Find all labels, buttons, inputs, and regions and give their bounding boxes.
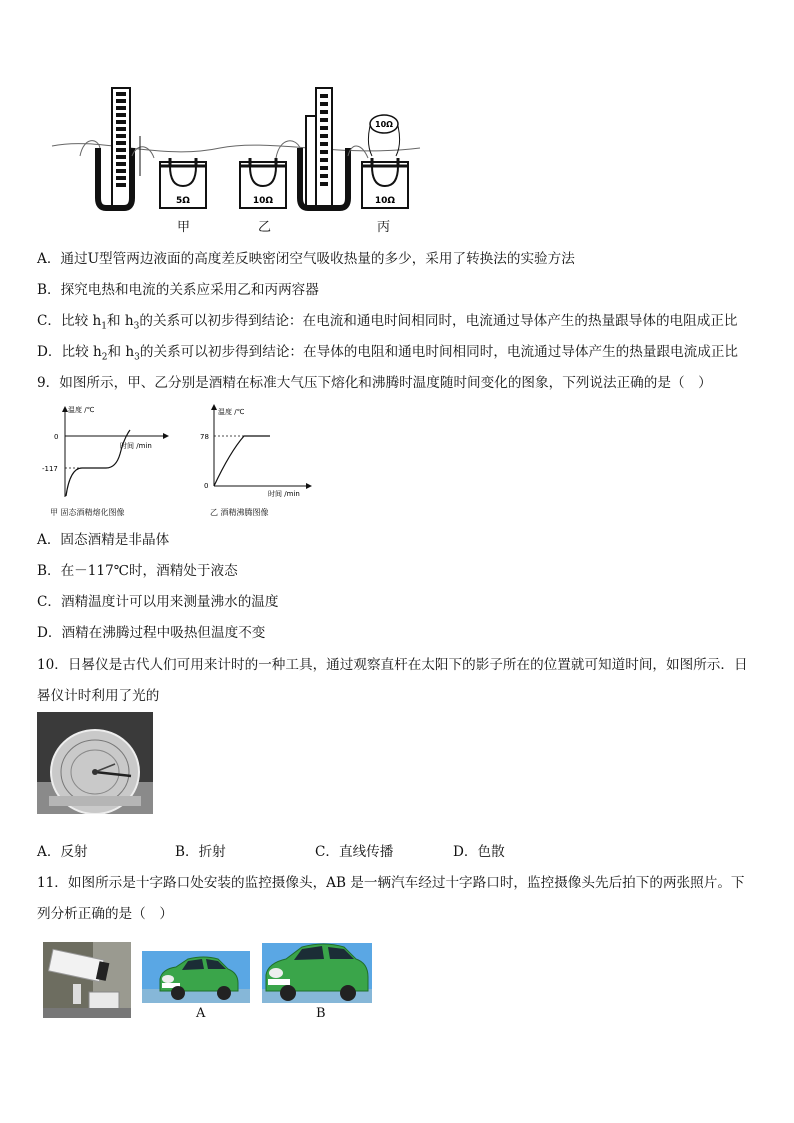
q11-stem-line2: 列分析正确的是（ ） bbox=[37, 906, 173, 922]
sundial-photo bbox=[37, 712, 153, 814]
yi-tick-value: 78 bbox=[200, 433, 209, 441]
q9-option-c: C．酒精温度计可以用来测量沸水的温度 bbox=[37, 594, 279, 610]
yi-tick-zero: 0 bbox=[204, 482, 209, 490]
q8-option-a: A．通过U型管两边液面的高度差反映密闭空气吸收热量的多少，采用了转换法的实验方法 bbox=[37, 251, 575, 267]
yi-ylabel: 温度 /℃ bbox=[218, 408, 245, 416]
figure-label-yi: 乙 bbox=[258, 220, 272, 235]
jia-tick-zero: 0 bbox=[54, 433, 59, 441]
jia-ylabel: 温度 /℃ bbox=[68, 406, 95, 414]
u-tube-2 bbox=[276, 88, 368, 208]
q10-option-c: C．直线传播 bbox=[315, 844, 394, 860]
graph-melting-alcohol bbox=[40, 402, 170, 502]
q9-stem: 9．如图所示，甲、乙分别是酒精在标准大气压下熔化和沸腾时温度随时间变化的图象，下列说法正确的是（ ） bbox=[37, 375, 712, 391]
melting-curve bbox=[66, 430, 130, 496]
resistor-label-r1: 5Ω bbox=[176, 196, 190, 206]
q9-option-d: D．酒精在沸腾过程中吸热但温度不变 bbox=[37, 625, 266, 641]
car-photo-b bbox=[262, 943, 372, 1003]
boiling-curve bbox=[214, 436, 270, 486]
q10-option-d: D．色散 bbox=[453, 844, 505, 860]
photo-label-b: B bbox=[316, 1006, 326, 1021]
q8-option-d: D．比较 $h_2$和 $h_3$的关系可以初步得到结论：在导体的电阻和通电时间相同时，电流通过导体产生的热量跟电流成正比 bbox=[37, 344, 739, 363]
surveillance-camera-photo bbox=[43, 942, 131, 1018]
q10-option-a: A．反射 bbox=[37, 844, 88, 860]
u-tube-1 bbox=[80, 88, 154, 208]
joule-heating-apparatus-figure bbox=[40, 86, 430, 236]
resistor-label-r2: 10Ω bbox=[252, 196, 274, 206]
q9-option-b: B．在－117℃时，酒精处于液态 bbox=[37, 563, 238, 579]
jia-tick-value: -117 bbox=[42, 465, 58, 473]
q10-stem-line1: 10．日晷仪是古代人们可用来计时的一种工具，通过观察直杆在太阳下的影子所在的位置就可知道时间，如图所示．日 bbox=[37, 657, 748, 673]
resistor-label-r4: 10Ω bbox=[374, 196, 396, 206]
graph-yi-caption: 乙 酒精沸腾图像 bbox=[210, 508, 269, 517]
q8-option-b: B．探究电热和电流的关系应采用乙和丙两容器 bbox=[37, 282, 319, 298]
photo-label-a: A bbox=[196, 1006, 206, 1021]
graph-jia-caption: 甲 固态酒精熔化图像 bbox=[50, 508, 125, 517]
q11-stem-line1: 11．如图所示是十字路口处安装的监控摄像头，AB 是一辆汽车经过十字路口时，监控摄像头先后拍下的两张照片。下 bbox=[37, 875, 745, 891]
q8-option-c: C．比较 $h_1$和 $h_3$的关系可以初步得到结论：在电流和通电时间相同时，电流通过导体产生的热量跟导体的电阻成正比 bbox=[37, 313, 738, 332]
q10-stem-line2: 晷仪计时利用了光的 bbox=[37, 688, 160, 704]
graph-boiling-alcohol bbox=[196, 402, 316, 498]
figure-label-bing: 丙 bbox=[377, 220, 391, 235]
jia-xlabel: 时间 /min bbox=[120, 442, 152, 450]
q9-option-a: A．固态酒精是非晶体 bbox=[37, 532, 170, 548]
yi-xlabel: 时间 /min bbox=[268, 490, 300, 498]
car-photo-a bbox=[142, 951, 250, 1003]
resistor-label-r3: 10Ω bbox=[375, 120, 393, 129]
figure-label-jia: 甲 bbox=[177, 220, 191, 235]
q10-option-b: B．折射 bbox=[175, 844, 226, 860]
